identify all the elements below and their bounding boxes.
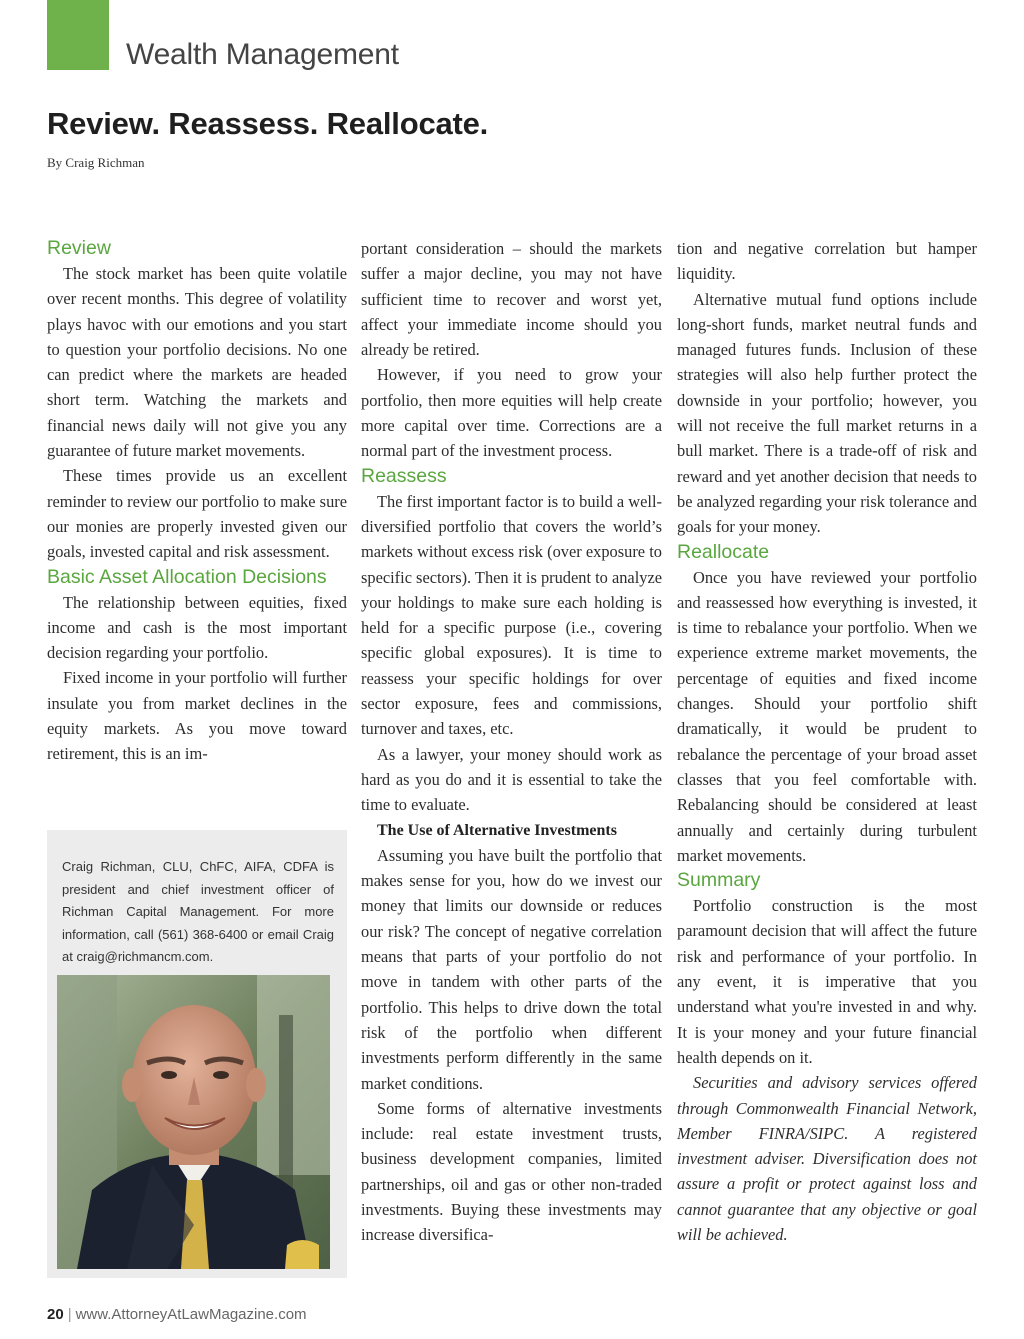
page-footer xyxy=(47,1306,307,1323)
article-headline: Review. Reassess. Reallocate. xyxy=(47,106,489,141)
footer-separator: | xyxy=(67,1306,72,1323)
author-portrait-image xyxy=(57,975,330,1269)
column-2 xyxy=(361,236,662,1248)
paragraph: tion and negative correlation but hamper liquidity. xyxy=(677,239,977,284)
heading-review: Review xyxy=(47,237,111,259)
heading-summary: Summary xyxy=(677,869,761,892)
section-label: Wealth Management xyxy=(126,38,399,71)
paragraph: However, if you need to grow your portfolio, then more equities will help create more capital over time. Corrections are a normal part of the investment process. xyxy=(361,365,662,461)
disclaimer: Securities and advisory services offered through Commonwealth Financial Network, Member FINRA/SIPC. A registered investment adviser. Diversification does not assure a profit or protect against loss and cannot guarantee that any objective or goal will be achieved. xyxy=(677,1073,977,1244)
heading-reallocate: Reallocate xyxy=(677,540,770,563)
section-color-tab xyxy=(47,0,109,70)
paragraph: As a lawyer, your money should work as hard as you do and it is essential to take the time to evaluate. xyxy=(361,744,662,815)
page-number: 20 xyxy=(47,1306,64,1323)
paragraph: Alternative mutual fund options include long-short funds, market neutral funds and managed futures funds. Inclusion of these strategies will also help further protect the downside in your portfolio; however, you will not receive the full market returns in a bull market. There is a trade-off of risk and reward and yet another decision that needs to be analyzed regarding your risk tolerance and goals for your money. xyxy=(677,289,977,537)
column-1 xyxy=(47,236,347,767)
paragraph: The stock market has been quite volatile over recent months. This degree of volatility plays havoc with our emotions and you start to question your portfolio decisions. No one can predict where the markets are headed short term. Watching the markets and financial news daily will not give you any guarantee of future market movements. xyxy=(47,264,347,461)
author-photo xyxy=(57,975,330,1269)
subheading-alternative-investments: The Use of Alternative Investments xyxy=(377,821,617,839)
author-bio-box xyxy=(47,830,347,1278)
paragraph: Assuming you have built the portfolio that makes sense for you, how do we invest our money that limits our downside or reduces our risk? The concept of negative correlation means that parts of your portfolio do not move in tandem with other parts of the portfolio. This helps to drive down the total risk of the portfolio when different investments perform differently in the same market conditions. xyxy=(361,845,662,1093)
paragraph: These times provide us an excellent reminder to review our portfolio to make sure our monies are properly invested given our goals, invested capital and risk assessment. xyxy=(47,466,347,562)
paragraph: Fixed income in your portfolio will further insulate you from market declines in the equity markets. As you move toward retirement, this is an im- xyxy=(47,668,347,764)
byline: By Craig Richman xyxy=(47,155,145,170)
paragraph: The first important factor is to build a well-diversified portfolio that covers the world’s markets without excess risk (over exposure to specific sectors). Then it is prudent to analyze your holdings to make sure each holding is held for a specific purpose (i.e., covering specific global exposures). It is time to reassess your specific holdings for over sector exposure, fees and commissions, turnover and taxes, etc. xyxy=(361,491,663,739)
author-bio-text: Craig Richman, CLU, ChFC, AIFA, CDFA is president and chief investment officer of Richman Capital Management. For more information, call (561) 368-6400 or email Craig at craig@richmancm.com. xyxy=(62,859,334,964)
paragraph: portant consideration – should the markets suffer a major decline, you may not have sufficient time to recover and worst yet, affect your immediate income should you already be retired. xyxy=(361,239,662,360)
paragraph: Some forms of alternative investments include: real estate investment trusts, business development companies, limited partnerships, oil and gas or other non-traded investments. Buying these investments may increase diversifica- xyxy=(361,1098,662,1245)
paragraph: Portfolio construction is the most paramount decision that will affect the future risk and performance of your portfolio. In any event, it is imperative that you understand what you're invested in and why. It is your money and your future financial health depends on it. xyxy=(677,896,977,1067)
column-3 xyxy=(677,236,977,1247)
paragraph: Once you have reviewed your portfolio and reassessed how everything is invested, it is time to rebalance your portfolio. When we experience extreme market movements, the percentage of equities and fixed income changes. Should your portfolio shift dramatically, it would be prudent to rebalance the percentage of your broad asset classes that you feel comfortable with. Rebalancing should be considered at least annually and certainly during turbulent market movements. xyxy=(677,567,977,865)
paragraph: The relationship between equities, fixed income and cash is the most important decision regarding your portfolio. xyxy=(47,592,347,663)
heading-basic-asset-allocation: Basic Asset Allocation Decisions xyxy=(47,565,327,588)
heading-reassess: Reassess xyxy=(361,464,447,487)
website-link[interactable]: www.AttorneyAtLawMagazine.com xyxy=(75,1306,307,1323)
